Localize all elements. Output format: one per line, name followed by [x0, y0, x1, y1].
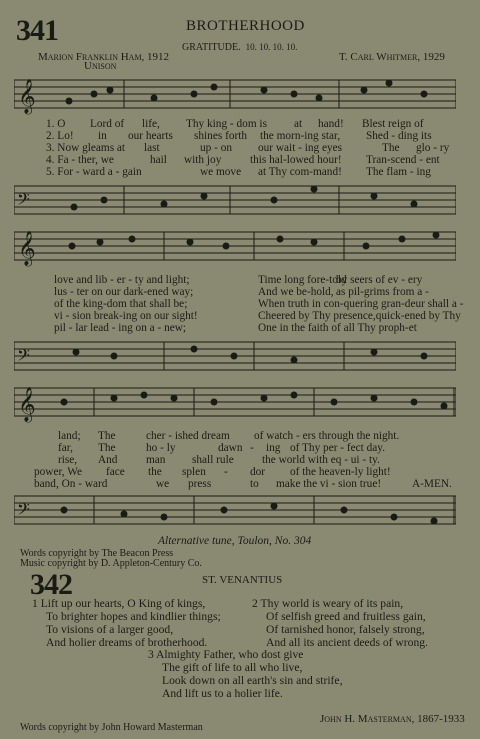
- music-copyright: Music copyright by D. Appleton-Century Co.: [20, 558, 202, 569]
- lyrics-system-1: 1. O Lord of life, Thy king - dom is at hand! Blest reign of 2. Lo! in our hearts shines forth the morn-ing star, Shed - ding its 3. Now gleams at last up - on our wait - ing eyes The glo - ry 4. Fa - ther, we hail with joy this hal-lowed hour! Tran-scend - ent 5. For - ward a - gain we move at Thy com-mand! The flam - ing: [46, 118, 450, 178]
- words-copyright-2: Words copyright by John Howard Masterman: [20, 722, 203, 733]
- verse-3: 3 Almighty Father, who dost give The gift of life to all who live, Look down on all earth's sin and strife, And lift us to a holier life.: [148, 648, 343, 700]
- lyrics-system-3: land; The cher - ished dream of watch - ers through the night. far, The ho - ly dawn - ing of Thy per - fect day. rise, And man shall rule the world with eq - ui - ty. power, We face the splen - dor of the heaven-ly light! band, On - ward we press to make the vi - sion true! A-MEN.: [34, 430, 452, 490]
- verse-1: 1 Lift up our hearts, O King of kings, To brighter hopes and kindlier things; To visions of a larger good, And holier dreams of brotherhood.: [32, 597, 221, 649]
- tune-name: GRATITUDE. 10. 10. 10. 10.: [182, 42, 298, 53]
- alternative-tune-note: Alternative tune, Toulon, No. 304: [158, 535, 312, 547]
- staff-bass-3: [14, 490, 456, 534]
- hymn-number-2: 342: [30, 568, 72, 601]
- svg-text:𝄢: 𝄢: [17, 189, 30, 213]
- svg-text:𝄞: 𝄞: [18, 387, 36, 422]
- words-copyright: Words copyright by The Beacon Press: [20, 548, 174, 559]
- unison-instruction: Unison: [84, 60, 117, 72]
- staff-bass-1: [14, 180, 456, 224]
- svg-text:𝄢: 𝄢: [17, 499, 30, 523]
- composer-credit: T. Carl Whitmer, 1929: [339, 51, 445, 63]
- hymn-number: 341: [16, 14, 58, 47]
- staff-treble-2: [14, 226, 456, 274]
- staff-treble-3: [14, 380, 456, 428]
- staff-bass-2: [14, 336, 456, 378]
- section-title: BROTHERHOOD: [186, 18, 305, 34]
- author-credit: Marion Franklin Ham, 1912: [38, 51, 170, 63]
- tune-name-2: ST. VENANTIUS: [202, 574, 283, 586]
- verse-2: 2 Thy world is weary of its pain, Of selfish greed and fruitless gain, Of tarnished honor, falsely strong, And all its ancient deeds of wrong.: [252, 597, 428, 649]
- svg-text:𝄞: 𝄞: [18, 231, 36, 266]
- author-credit-2: John H. Masterman, 1867-1933: [320, 713, 465, 725]
- staff-treble-1: [14, 72, 456, 120]
- svg-text:𝄞: 𝄞: [18, 79, 36, 114]
- svg-text:𝄢: 𝄢: [17, 345, 30, 369]
- lyrics-system-2: love and lib - er - ty and light; Time long fore-told by seers of ev - ery lus - ter on our dark-ened way; And we be-hold, as pil-grims from a - of the king-dom that shall be; When truth in con-quering gran-deur shall a - vi - sion break-ing on our sight! Cheered by Thy presence,quick-ened by Thy pil - lar lead - ing on a - new; One in the faith of all Thy proph-et: [54, 274, 464, 334]
